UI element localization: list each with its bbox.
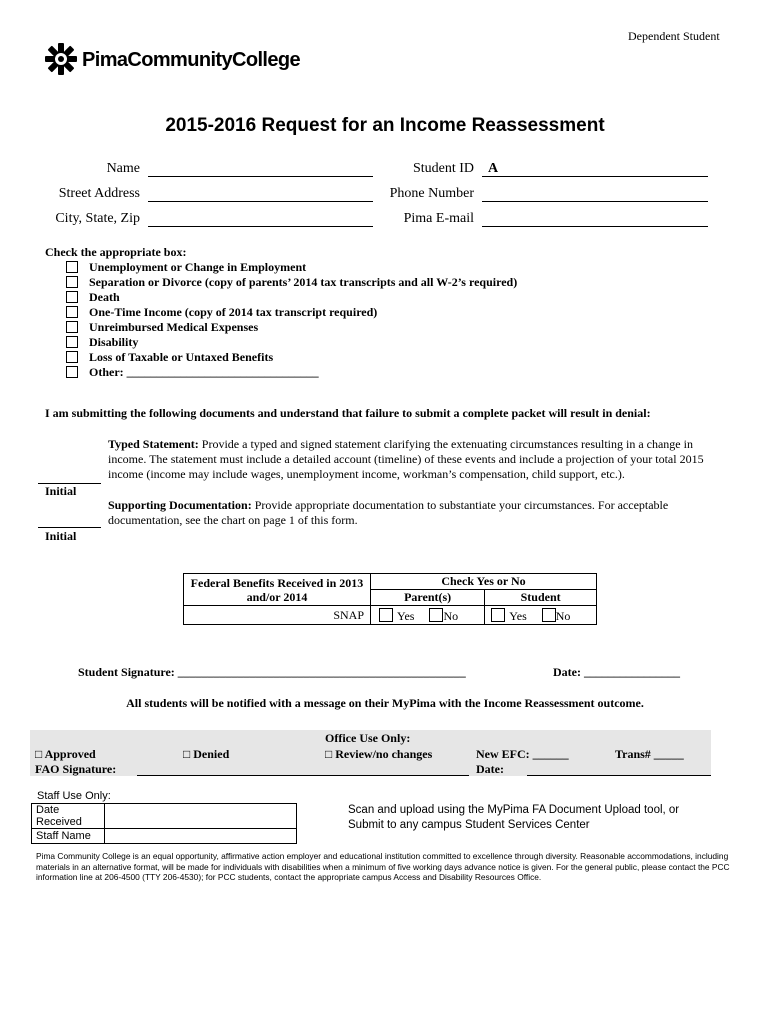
name-label: Name	[106, 161, 140, 176]
denied-option[interactable]: □ Denied	[183, 747, 230, 761]
date-received-label: Date Received	[32, 804, 105, 829]
footer-disclaimer: Pima Community College is an equal opportunity, affirmative action employer and educational institution committed to excellence through diversity. Reasonable accommodations, including materials in an alternative format, will be made for individuals with disabilities when a minimum of five working days advance notice is given. For the general public, please contact the PCC information line at 206-4500 (TTY 206-4530); for PCC students, contact the appropriate campus Access and Disability Resources Office.	[36, 851, 730, 882]
checklist-heading: Check the appropriate box:	[45, 245, 187, 259]
office-use-title: Office Use Only:	[325, 731, 411, 745]
signature-date[interactable]: Date: ________________	[553, 665, 680, 679]
staff-use-title: Staff Use Only:	[37, 790, 111, 802]
date-received-field[interactable]	[105, 804, 297, 829]
checklist-item: Unemployment or Change in Employment	[66, 260, 517, 275]
staff-name-label: Staff Name	[32, 829, 105, 844]
fao-signature-line[interactable]	[137, 775, 469, 776]
checklist-item: Disability	[66, 335, 517, 350]
checkbox[interactable]	[66, 291, 78, 303]
checkbox[interactable]	[66, 351, 78, 363]
initial-line-2[interactable]	[38, 527, 101, 528]
city-label: City, State, Zip	[55, 211, 140, 226]
student-id-field[interactable]	[482, 176, 708, 177]
checklist	[66, 260, 517, 380]
upload-instructions: Scan and upload using the MyPima FA Document Upload tool, or Submit to any campus Student Services Center	[348, 804, 680, 831]
checkbox[interactable]	[66, 366, 78, 378]
benefits-header: Federal Benefits Received in 2013 and/or 2014	[184, 574, 371, 606]
check-header: Check Yes or No	[371, 574, 597, 590]
student-signature[interactable]: Student Signature: ________________________________________________	[78, 665, 466, 679]
phone-field[interactable]	[482, 201, 708, 202]
student-yes-checkbox[interactable]	[491, 608, 505, 622]
initial-label-2: Initial	[45, 529, 77, 543]
student-type: Dependent Student	[628, 29, 720, 43]
student-id-label: Student ID	[412, 161, 474, 176]
email-label: Pima E-mail	[403, 211, 474, 226]
checkbox[interactable]	[66, 306, 78, 318]
student-no-checkbox[interactable]	[542, 608, 556, 622]
checkbox[interactable]	[66, 321, 78, 333]
checkbox[interactable]	[66, 261, 78, 273]
staff-use-table	[31, 803, 297, 844]
city-field[interactable]	[148, 226, 373, 227]
notification-notice: All students will be notified with a message on their MyPima with the Income Reassessment outcome.	[126, 696, 644, 710]
pima-logo-icon	[44, 42, 78, 81]
logo-text: PimaCommunityCollege	[82, 49, 301, 71]
student-header: Student	[485, 590, 597, 606]
new-efc[interactable]: New EFC: ______	[476, 747, 569, 761]
student-options: Yes No	[485, 606, 597, 625]
checklist-item: Other: ________________________________	[66, 365, 517, 380]
supporting-documentation: Supporting Documentation: Provide appropriate documentation to substantiate your circumstances. For acceptable documentation, see the chart on page 1 of this form.	[108, 498, 669, 527]
parents-header: Parent(s)	[371, 590, 485, 606]
snap-label: SNAP	[184, 606, 371, 625]
parents-yes-checkbox[interactable]	[379, 608, 393, 622]
office-date-label: Date:	[476, 762, 504, 776]
typed-statement: Typed Statement: Provide a typed and signed statement clarifying the extenuating circumstances resulting in a change in income. The statement must include a detailed account (timeline) of these events and include a projection of your total 2015 income (income may include wages, unemployment income, workman’s compensation, child support, etc.).	[108, 437, 704, 481]
checklist-item: Separation or Divorce (copy of parents’ 2014 tax transcripts and all W-2’s required)	[66, 275, 517, 290]
email-field[interactable]	[482, 226, 708, 227]
checkbox[interactable]	[66, 276, 78, 288]
street-field[interactable]	[148, 201, 373, 202]
checklist-item: One-Time Income (copy of 2014 tax transcript required)	[66, 305, 517, 320]
checklist-item: Unreimbursed Medical Expenses	[66, 320, 517, 335]
initial-label-1: Initial	[45, 484, 77, 498]
student-id-value: A	[488, 161, 499, 176]
fao-signature-label: FAO Signature:	[35, 762, 117, 776]
office-date-line[interactable]	[527, 775, 711, 776]
review-option[interactable]: □ Review/no changes	[325, 747, 433, 761]
submission-statement: I am submitting the following documents and understand that failure to submit a complete packet will result in denial:	[45, 406, 651, 420]
trans-number[interactable]: Trans# _____	[615, 747, 684, 761]
staff-name-field[interactable]	[105, 829, 297, 844]
checklist-item: Loss of Taxable or Untaxed Benefits	[66, 350, 517, 365]
parents-options: Yes No	[371, 606, 485, 625]
approved-option[interactable]: □ Approved	[35, 747, 96, 761]
street-label: Street Address	[58, 186, 140, 201]
phone-label: Phone Number	[389, 186, 474, 201]
benefits-table	[183, 573, 597, 625]
checkbox[interactable]	[66, 336, 78, 348]
parents-no-checkbox[interactable]	[429, 608, 443, 622]
checklist-item: Death	[66, 290, 517, 305]
page-title: 2015-2016 Request for an Income Reassessment	[165, 115, 605, 136]
name-field[interactable]	[148, 176, 373, 177]
